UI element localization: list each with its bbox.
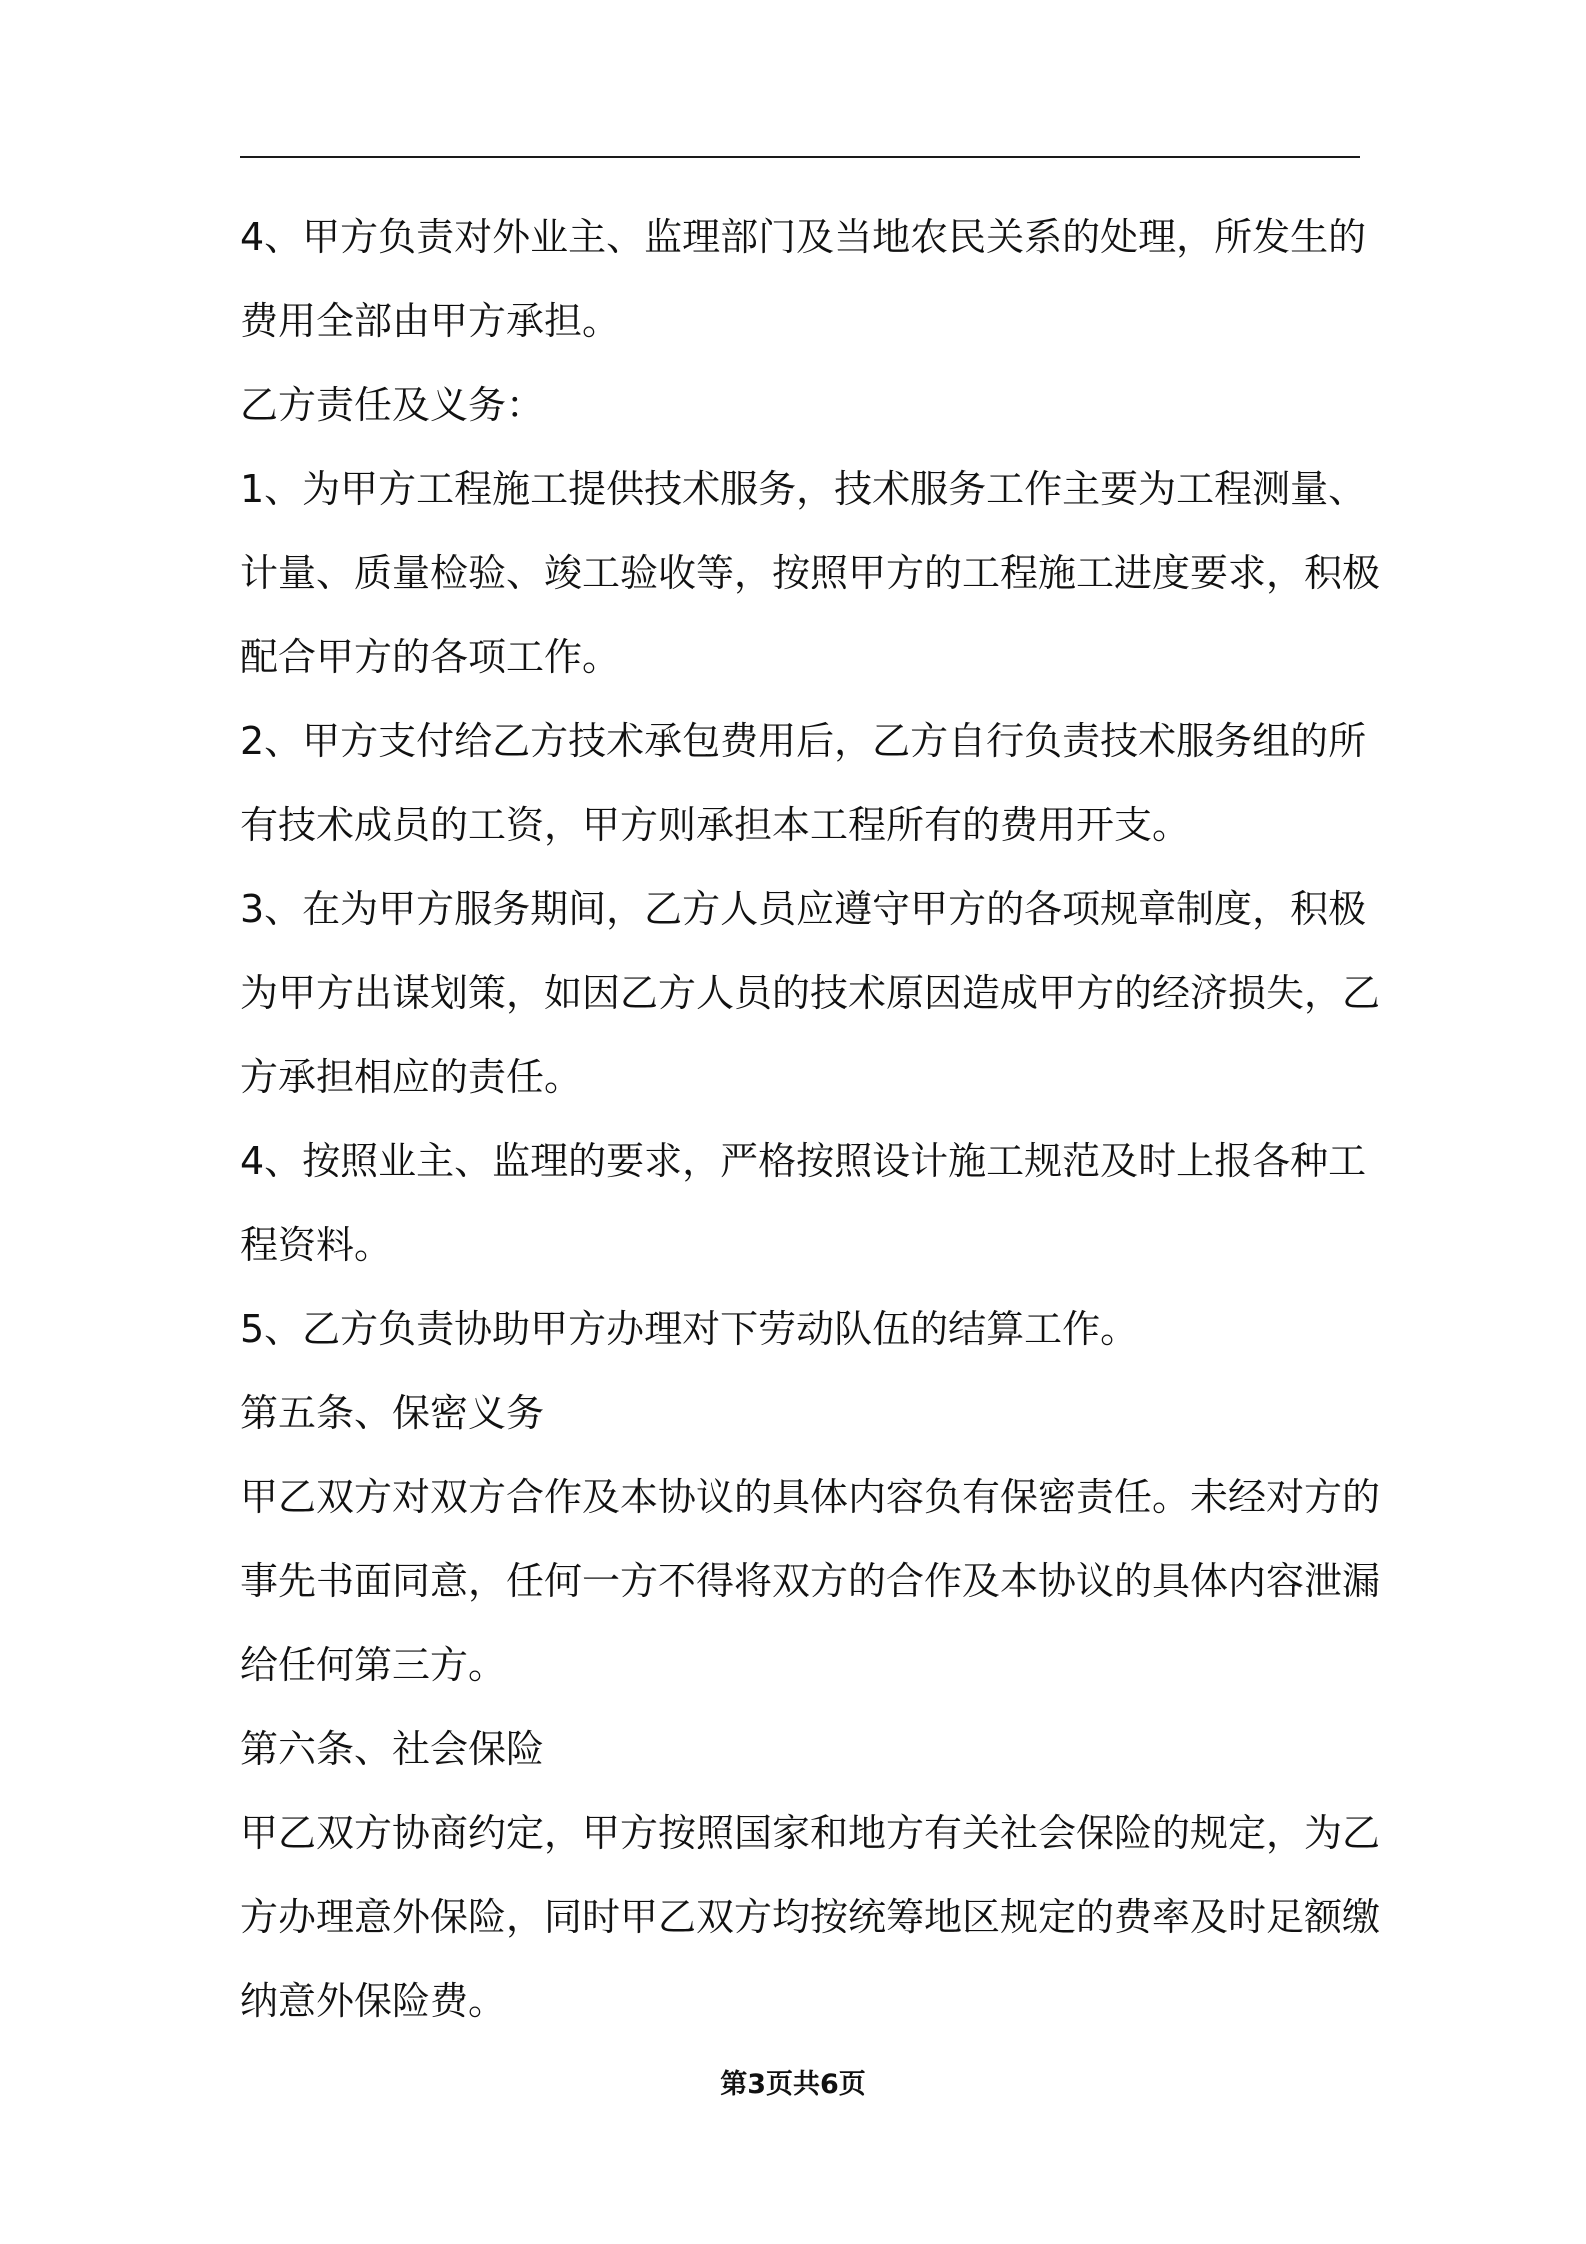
text-line: 甲乙双方对双方合作及本协议的具体内容负有保密责任。未经对方的: [240, 1475, 1381, 1519]
text-line: 甲乙双方协商约定，甲方按照国家和地方有关社会保险的规定，为乙: [240, 1811, 1381, 1855]
text-line: 事先书面同意，任何一方不得将双方的合作及本协议的具体内容泄漏: [240, 1559, 1381, 1603]
text-line: 配合甲方的各项工作。: [240, 635, 621, 679]
text-line: 1、为甲方工程施工提供技术服务，技术服务工作主要为工程测量、: [240, 467, 1367, 511]
text-line: 方办理意外保险，同时甲乙双方均按统筹地区规定的费率及时足额缴: [240, 1895, 1381, 1939]
document-body: [240, 195, 1381, 2043]
text-line: 5、乙方负责协助甲方办理对下劳动队伍的结算工作。: [240, 1307, 1139, 1351]
text-line: 给任何第三方。: [240, 1643, 507, 1687]
text-line: 计量、质量检验、竣工验收等，按照甲方的工程施工进度要求，积极: [240, 551, 1381, 595]
text-line: 方承担相应的责任。: [240, 1055, 583, 1099]
text-line: 程资料。: [240, 1223, 393, 1267]
text-line: 3、在为甲方服务期间，乙方人员应遵守甲方的各项规章制度，积极: [240, 887, 1367, 931]
text-line: 2、甲方支付给乙方技术承包费用后，乙方自行负责技术服务组的所: [240, 719, 1367, 763]
section-heading: 第六条、社会保险: [240, 1727, 545, 1771]
header-rule: [240, 156, 1360, 158]
text-line: 4、甲方负责对外业主、监理部门及当地农民关系的处理，所发生的: [240, 215, 1367, 259]
text-line: 费用全部由甲方承担。: [240, 299, 621, 343]
text-line: 4、按照业主、监理的要求，严格按照设计施工规范及时上报各种工: [240, 1139, 1367, 1183]
text-line: 有技术成员的工资，甲方则承担本工程所有的费用开支。: [240, 803, 1191, 847]
text-line: 为甲方出谋划策，如因乙方人员的技术原因造成甲方的经济损失，乙: [240, 971, 1381, 1015]
section-heading: 乙方责任及义务：: [240, 383, 545, 427]
section-heading: 第五条、保密义务: [240, 1391, 545, 1435]
text-line: 纳意外保险费。: [240, 1979, 507, 2023]
page-number: 第3页共6页: [720, 2069, 866, 2100]
